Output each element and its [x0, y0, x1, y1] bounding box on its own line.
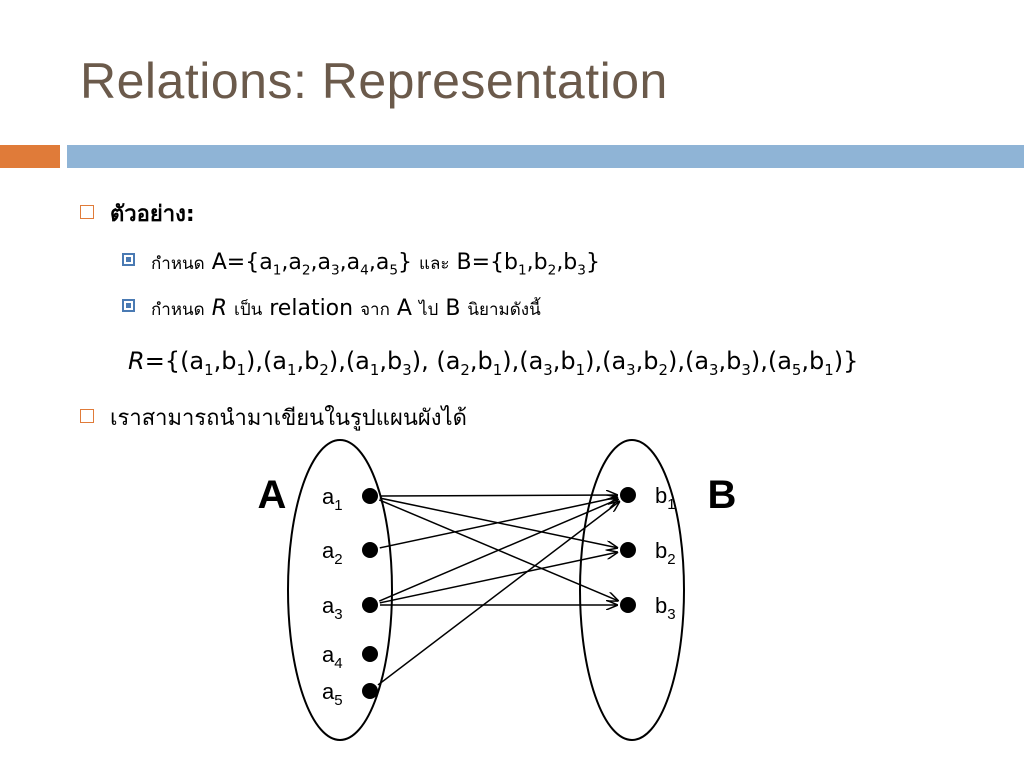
- and-word: และ: [418, 254, 450, 274]
- node-label-a1: $a_1$: [322, 484, 343, 514]
- arrow-a1-b1: [380, 495, 617, 496]
- arrow-a5-b1: [378, 502, 619, 685]
- node-a4: [362, 646, 378, 662]
- example-label: ตัวอย่าง:: [110, 202, 195, 227]
- r-symbol: R: [211, 296, 228, 321]
- relation-set: $R=\{(a_1,b_1),(a_1,b_2),(a_1,b_3)$, $(a_2,b_1),(a_3,b_1),(a_3,b_2),(a_3,b_3),(a_5,b_1)$}: [128, 347, 859, 379]
- node-a1: [362, 488, 378, 504]
- node-label-a4: $a_4$: [322, 642, 343, 672]
- relation-word: relation: [269, 296, 354, 321]
- is-word: เป็น: [234, 300, 263, 320]
- set-b-label: B: [707, 473, 737, 517]
- set-a-label: A: [257, 473, 287, 517]
- a-name: A: [396, 296, 412, 321]
- define-prefix-1: กำหนด: [151, 254, 205, 274]
- to-word: ไป: [418, 300, 439, 320]
- set-b-ellipse: [580, 440, 684, 740]
- diagram-caption: เราสามารถนำมาเขียนในรูปแผนผังได้: [110, 406, 467, 431]
- node-label-a5: $a_5$: [322, 679, 343, 709]
- node-a3: [362, 597, 378, 613]
- node-b3: [620, 597, 636, 613]
- slide-title: Relations: Representation: [80, 53, 668, 109]
- node-b2: [620, 542, 636, 558]
- b-name: B: [445, 296, 461, 321]
- set-a-definition: $A=\{a_1,a_2,a_3,a_4,a_5\}$: [211, 250, 412, 279]
- defined-as: นิยามดังนี้: [467, 300, 541, 320]
- arrow-a3-b2: [380, 552, 617, 603]
- node-label-b2: $b_2$: [655, 538, 676, 568]
- node-label-b1: $b_1$: [655, 483, 676, 513]
- node-b1: [620, 487, 636, 503]
- node-a2: [362, 542, 378, 558]
- set-b-definition: $B=\{b_1,b_2,b_3\}$: [456, 250, 600, 279]
- node-label-a3: $a_3$: [322, 593, 343, 623]
- node-label-a2: $a_2$: [322, 538, 343, 568]
- from-word: จาก: [360, 300, 390, 320]
- define-prefix-2: กำหนด: [151, 300, 205, 320]
- node-a5: [362, 683, 378, 699]
- node-label-b3: $b_3$: [655, 593, 676, 623]
